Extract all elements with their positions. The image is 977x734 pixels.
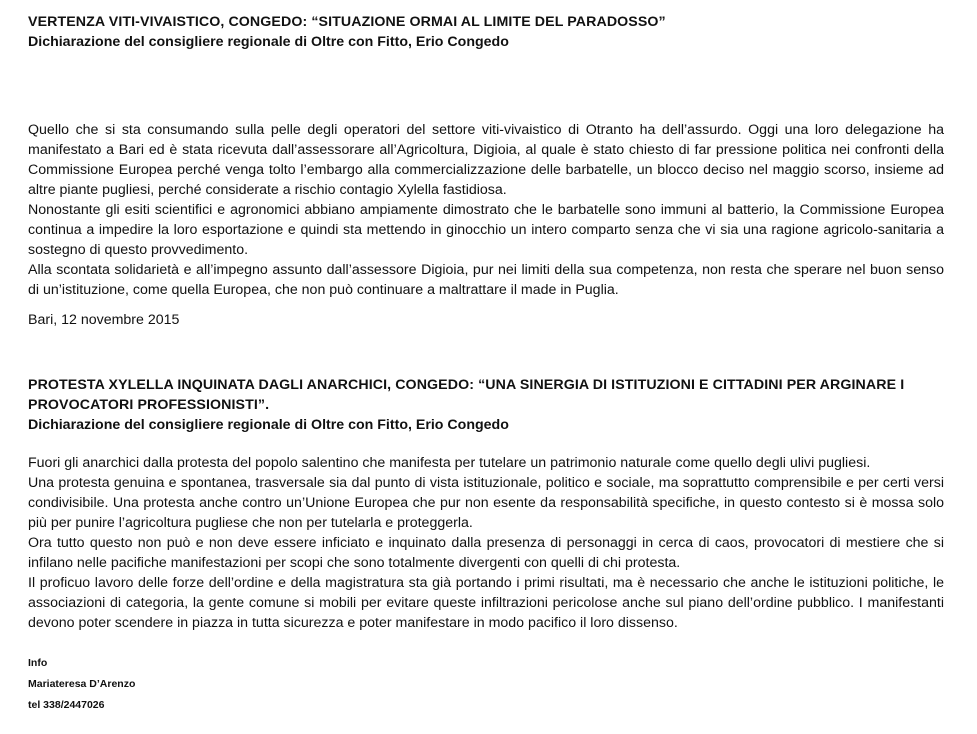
article-1-paragraph: Quello che si sta consumando sulla pelle degli operatori del settore viti-vivaistico di Otranto ha dell’assurdo. Oggi una loro delegazione ha manifestato a Bari ed è stata ricevuta dall’assessorare all’Agricoltura, Digioia, al quale è stato chiesto di far pressione politica nei confronti della Commissione Europea perché venga tolto l’embargo alla commercializzazione delle barbatelle, un blocco deciso nel maggio scorso, insieme ad altre piante pugliesi, perché considerate a rischio contagio Xylella fastidiosa. bbox=[28, 122, 944, 198]
spacer bbox=[28, 435, 944, 453]
article-1-date: Bari, 12 novembre 2015 bbox=[28, 312, 180, 328]
article-1-subtitle: Dichiarazione del consigliere regionale di Oltre con Fitto, Erio Congedo bbox=[28, 34, 509, 50]
footer-info-label: Info bbox=[28, 657, 48, 669]
article-2 bbox=[28, 375, 944, 633]
article-2-paragraph: Fuori gli anarchici dalla protesta del popolo salentino che manifesta per tutelare un patrimonio naturale come quello degli ulivi pugliesi. bbox=[28, 455, 871, 471]
spacer bbox=[28, 300, 944, 310]
article-2-title: PROTESTA XYLELLA INQUINATA DAGLI ANARCHICI, CONGEDO: “UNA SINERGIA DI ISTITUZIONI E CITTADINI PER ARGINARE I PROVOCATORI PROFESSIONISTI”. bbox=[28, 377, 905, 413]
spacer bbox=[28, 633, 944, 653]
article-1 bbox=[28, 12, 944, 330]
footer-contact bbox=[28, 653, 944, 716]
spacer bbox=[28, 52, 944, 120]
article-2-paragraph: Il proficuo lavoro delle forze dell’ordine e della magistratura sta già portando i primi risultati, ma è necessario che anche le istituzioni politiche, le associazioni di categoria, la gente comune si mobili per evitare queste infiltrazioni pericolose anche sul piano dell’ordine pubblico. I manifestanti devono poter scendere in piazza in tutta sicurezza e poter manifestare in modo pacifico il loro dissenso. bbox=[28, 575, 944, 631]
article-1-paragraph: Alla scontata solidarietà e all’impegno assunto dall’assessore Digioia, pur nei limiti della sua competenza, non resta che sperare nel buon senso di un’istituzione, come quella Europea, che non può continuare a maltrattare il made in Puglia. bbox=[28, 262, 944, 298]
document-page bbox=[28, 12, 944, 716]
footer-phone: tel 338/2447026 bbox=[28, 699, 105, 711]
article-1-title: VERTENZA VITI-VIVAISTICO, CONGEDO: “SITUAZIONE ORMAI AL LIMITE DEL PARADOSSO” bbox=[28, 14, 666, 30]
article-2-paragraph: Una protesta genuina e spontanea, trasversale sia dal punto di vista istituzionale, politico e sociale, ma soprattutto comprensibile e per certi versi condivisibile. Una protesta anche contro un’Unione Europea che pur non esente da responsabilità specifiche, in questo contesto si è mossa solo più per punire l’agricoltura pugliese che non per tutelarla e proteggerla. bbox=[28, 475, 944, 531]
footer-contact-name: Mariateresa D’Arenzo bbox=[28, 678, 136, 690]
spacer bbox=[28, 330, 944, 375]
article-2-subtitle: Dichiarazione del consigliere regionale di Oltre con Fitto, Erio Congedo bbox=[28, 417, 509, 433]
article-1-paragraph: Nonostante gli esiti scientifici e agronomici abbiano ampiamente dimostrato che le barbatelle sono immuni al batterio, la Commissione Europea continua a impedire la loro esportazione e quindi sta mettendo in ginocchio un intero comparto senza che vi sia una ragione agricolo-sanitaria a sostegno di questo provvedimento. bbox=[28, 202, 944, 258]
article-2-paragraph: Ora tutto questo non può e non deve essere inficiato e inquinato dalla presenza di personaggi in cerca di caos, provocatori di mestiere che si infilano nelle pacifiche manifestazioni per scopi che sono totalmente divergenti con quelli di chi protesta. bbox=[28, 535, 944, 571]
